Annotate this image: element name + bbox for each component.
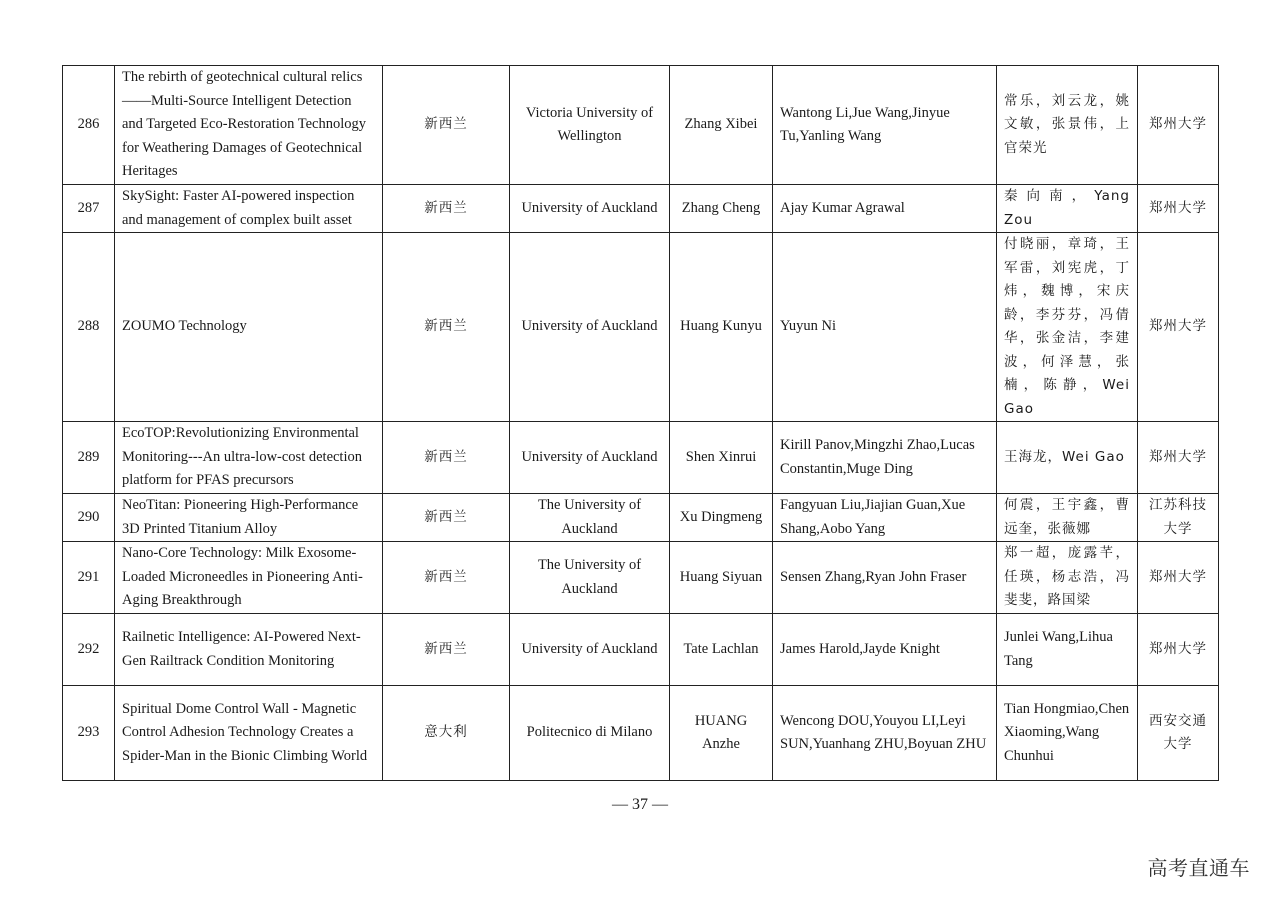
institution: 江苏科技大学 [1138,494,1219,542]
page-number: — 37 — [612,796,668,813]
row-number: 292 [63,614,115,686]
team-leader: Xu Dingmeng [670,494,773,542]
table-row [63,686,1219,781]
watermark: 高考直通车 [1147,856,1250,880]
country: 新西兰 [383,422,510,494]
team-leader: Tate Lachlan [670,614,773,686]
country: 新西兰 [383,542,510,614]
team-members: James Harold,Jayde Knight [773,614,997,686]
table-row [63,66,1219,185]
project-title: SkySight: Faster AI-powered inspection and management of complex built asset [115,185,383,233]
country: 新西兰 [383,66,510,185]
table-row [63,422,1219,494]
team-leader: Shen Xinrui [670,422,773,494]
team-members: Sensen Zhang,Ryan John Fraser [773,542,997,614]
institution: 郑州大学 [1138,66,1219,185]
project-title: ZOUMO Technology [115,233,383,422]
university: University of Auckland [510,614,670,686]
row-number: 286 [63,66,115,185]
project-title: Spiritual Dome Control Wall - Magnetic Control Adhesion Technology Creates a Spider-Man in the Bionic Climbing World [115,686,383,781]
institution: 郑州大学 [1138,422,1219,494]
team-members: Kirill Panov,Mingzhi Zhao,Lucas Constantin,Muge Ding [773,422,997,494]
team-members: Wantong Li,Jue Wang,Jinyue Tu,Yanling Wang [773,66,997,185]
university: University of Auckland [510,233,670,422]
university: The University of Auckland [510,542,670,614]
row-number: 287 [63,185,115,233]
table-row [63,233,1219,422]
university: Politecnico di Milano [510,686,670,781]
table-row [63,185,1219,233]
chinese-advisors: Tian Hongmiao,Chen Xiaoming,Wang Chunhui [997,686,1138,781]
project-title: EcoTOP:Revolutionizing Environmental Monitoring---An ultra-low-cost detection platform for PFAS precursors [115,422,383,494]
university: University of Auckland [510,185,670,233]
chinese-advisors: 付晓丽，章琦，王军雷，刘宪虎，丁炜，魏博，宋庆龄，李芬芬，冯倩华，张金洁，李建波，何泽慧，张楠，陈静，Wei Gao [997,233,1138,422]
institution: 郑州大学 [1138,614,1219,686]
country: 新西兰 [383,185,510,233]
row-number: 288 [63,233,115,422]
chinese-advisors: 常乐，刘云龙，姚文敏，张景伟，上官荣光 [997,66,1138,185]
project-title: NeoTitan: Pioneering High-Performance 3D Printed Titanium Alloy [115,494,383,542]
institution: 郑州大学 [1138,542,1219,614]
team-leader: HUANG Anzhe [670,686,773,781]
country: 新西兰 [383,614,510,686]
table-row [63,542,1219,614]
chinese-advisors: 何震，王宇鑫，曹远奎，张薇娜 [997,494,1138,542]
project-title: Nano-Core Technology: Milk Exosome-Loaded Microneedles in Pioneering Anti-Aging Breakthrough [115,542,383,614]
team-leader: Zhang Xibei [670,66,773,185]
team-leader: Huang Kunyu [670,233,773,422]
project-table [62,65,1219,781]
institution: 郑州大学 [1138,233,1219,422]
chinese-advisors: Junlei Wang,Lihua Tang [997,614,1138,686]
university: Victoria University of Wellington [510,66,670,185]
row-number: 289 [63,422,115,494]
chinese-advisors: 王海龙，Wei Gao [997,422,1138,494]
university: The University of Auckland [510,494,670,542]
country: 新西兰 [383,233,510,422]
team-leader: Huang Siyuan [670,542,773,614]
table-row [63,614,1219,686]
row-number: 291 [63,542,115,614]
university: University of Auckland [510,422,670,494]
team-members: Fangyuan Liu,Jiajian Guan,Xue Shang,Aobo Yang [773,494,997,542]
chinese-advisors: 秦向南，Yang Zou [997,185,1138,233]
project-title: The rebirth of geotechnical cultural relics——Multi-Source Intelligent Detection and Targeted Eco-Restoration Technology for Weathering Damages of Geotechnical Heritages [115,66,383,185]
team-members: Wencong DOU,Youyou LI,Leyi SUN,Yuanhang ZHU,Boyuan ZHU [773,686,997,781]
chinese-advisors: 郑一超，庞露芊，任瑛，杨志浩，冯斐斐，路国梁 [997,542,1138,614]
country: 新西兰 [383,494,510,542]
project-title: Railnetic Intelligence: AI-Powered Next-Gen Railtrack Condition Monitoring [115,614,383,686]
row-number: 290 [63,494,115,542]
team-members: Ajay Kumar Agrawal [773,185,997,233]
table-body [63,66,1219,781]
institution: 郑州大学 [1138,185,1219,233]
team-members: Yuyun Ni [773,233,997,422]
table-row [63,494,1219,542]
country: 意大利 [383,686,510,781]
institution: 西安交通大学 [1138,686,1219,781]
row-number: 293 [63,686,115,781]
team-leader: Zhang Cheng [670,185,773,233]
